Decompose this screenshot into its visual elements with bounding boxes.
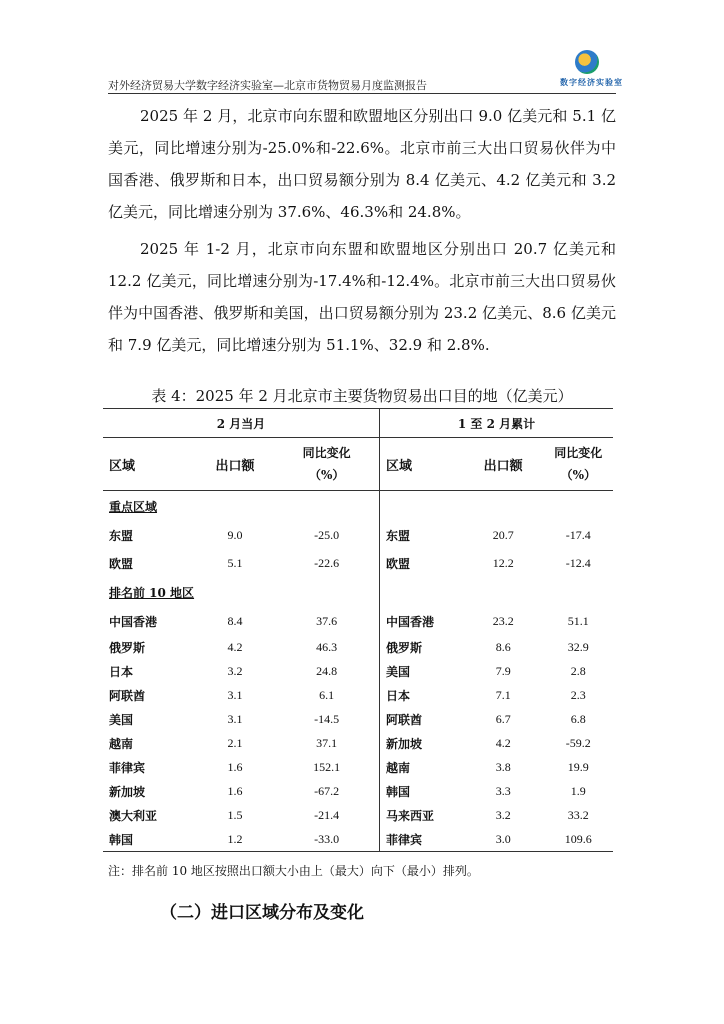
cell-yoy: -25.0 <box>314 527 340 542</box>
cell-yoy: 2.3 <box>570 687 586 702</box>
cell-export: 3.8 <box>495 759 511 774</box>
cell-export: 1.2 <box>196 827 275 852</box>
cell-yoy: -33.0 <box>274 827 379 852</box>
cell-region: 美国 <box>109 712 134 727</box>
cell-yoy: 152.1 <box>313 759 341 774</box>
table-note: 注：排名前 10 地区按照出口额大小由上（最大）向下（最小）排列。 <box>108 864 479 878</box>
col-yoy-right <box>544 438 613 491</box>
cell-region: 中国香港 <box>380 607 463 635</box>
cell-yoy: -59.2 <box>565 735 591 750</box>
col-yoy-left-label: 同比变化 <box>302 446 351 460</box>
section-key-regions: 重点区域 <box>109 499 158 514</box>
cell-export: 3.1 <box>227 711 243 726</box>
table-row <box>103 779 613 803</box>
cell-yoy: 6.1 <box>319 687 335 702</box>
cell-export: 4.2 <box>227 639 243 654</box>
cell-export: 4.2 <box>495 735 511 750</box>
table-row <box>103 683 613 707</box>
cell-yoy: -12.4 <box>565 555 591 570</box>
cell-yoy: 37.6 <box>316 613 338 628</box>
cell-yoy: 19.9 <box>567 759 589 774</box>
cell-region: 中国香港 <box>109 614 158 629</box>
cell-region: 韩国 <box>103 827 196 852</box>
cell-export: 8.6 <box>495 639 511 654</box>
section-row-key <box>103 491 613 522</box>
col-region-right: 区域 <box>380 438 463 491</box>
cell-region: 菲律宾 <box>380 827 463 852</box>
cell-yoy: 1.9 <box>570 783 586 798</box>
table-row <box>103 731 613 755</box>
paragraph-jan-feb: 2025 年 1-2 月，北京市向东盟和欧盟地区分别出口 20.7 亿美元和 12.2 亿美元，同比增速分别为-17.4%和-12.4%。北京市前三大出口贸易伙伴为中国香港、俄罗斯和美国，出口贸易额分别为 23.2 亿美元、8.6 亿美元和 7.9 亿美元，同比增速分别为 51.1%、32.9 和 2.8%. <box>108 240 616 354</box>
table-row <box>103 827 613 852</box>
cell-region: 新加坡 <box>109 784 146 799</box>
export-destination-table <box>103 408 613 852</box>
col-export-right: 出口额 <box>463 438 544 491</box>
cell-region: 阿联酋 <box>109 688 146 703</box>
cell-region: 菲律宾 <box>109 760 146 775</box>
cell-region: 澳大利亚 <box>109 808 158 823</box>
logo-text: 数字经济实验室 <box>560 78 623 87</box>
header-rule <box>108 93 616 94</box>
cell-yoy: 33.2 <box>567 807 589 822</box>
cell-yoy: -17.4 <box>565 527 591 542</box>
table-row <box>103 549 613 577</box>
cell-export: 23.2 <box>492 613 514 628</box>
cell-yoy: 2.8 <box>570 663 586 678</box>
table-caption: 表 4：2025 年 2 月北京市主要货物贸易出口目的地（亿美元） <box>151 387 573 405</box>
cell-yoy: 37.1 <box>316 735 338 750</box>
cell-region: 欧盟 <box>109 556 134 571</box>
cell-yoy: 51.1 <box>567 613 589 628</box>
cell-region: 阿联酋 <box>380 707 463 731</box>
table-row <box>103 607 613 635</box>
cell-region: 俄罗斯 <box>109 640 146 655</box>
col-yoy-right-label: 同比变化 <box>554 446 603 460</box>
cell-region: 越南 <box>380 755 463 779</box>
group-cumulative: 1 至 2 月累计 <box>380 409 614 438</box>
cell-export: 3.3 <box>495 783 511 798</box>
cell-export: 7.9 <box>495 663 511 678</box>
globe-logo-icon <box>575 50 599 74</box>
cell-yoy: -22.6 <box>314 555 340 570</box>
cell-export: 1.6 <box>227 783 243 798</box>
cell-region: 越南 <box>109 736 134 751</box>
col-yoy-right-unit: （%） <box>560 468 596 482</box>
table-row <box>103 755 613 779</box>
cell-region: 俄罗斯 <box>380 635 463 659</box>
cell-region: 东盟 <box>380 521 463 549</box>
paragraph-february: 2025 年 2 月，北京市向东盟和欧盟地区分别出口 9.0 亿美元和 5.1 亿美元，同比增速分别为-25.0%和-22.6%。北京市前三大出口贸易伙伴为中国香港、俄罗斯和日本，出口贸易额分别为 8.4 亿美元、4.2 亿美元和 3.2 亿美元，同比增速分别为 37.6%、46.3%和 24.8%。 <box>108 107 616 221</box>
cell-export: 9.0 <box>227 527 243 542</box>
cell-region: 美国 <box>380 659 463 683</box>
cell-export: 1.6 <box>227 759 243 774</box>
cell-yoy: 32.9 <box>567 639 589 654</box>
table-row <box>103 803 613 827</box>
cell-export: 7.1 <box>495 687 511 702</box>
group-february: 2 月当月 <box>103 409 380 438</box>
page-header <box>108 74 623 94</box>
table-row <box>103 659 613 683</box>
cell-export: 3.2 <box>495 807 511 822</box>
cell-export: 3.2 <box>227 663 243 678</box>
header-title: 对外经济贸易大学数字经济实验室—北京市货物贸易月度监测报告 <box>108 79 427 92</box>
cell-export: 8.4 <box>227 613 243 628</box>
section-row-top10 <box>103 577 613 607</box>
table-column-header <box>103 438 613 491</box>
cell-yoy: 24.8 <box>316 663 338 678</box>
cell-yoy: 46.3 <box>316 639 338 654</box>
cell-region: 新加坡 <box>380 731 463 755</box>
cell-export: 3.1 <box>227 687 243 702</box>
cell-export: 6.7 <box>495 711 511 726</box>
cell-region: 日本 <box>109 664 134 679</box>
col-yoy-left-unit: （%） <box>308 468 345 482</box>
cell-yoy: -21.4 <box>314 807 340 822</box>
cell-region: 韩国 <box>380 779 463 803</box>
cell-yoy: -67.2 <box>314 783 340 798</box>
section-heading-import: （二）进口区域分布及变化 <box>160 903 364 923</box>
cell-export: 12.2 <box>492 555 514 570</box>
cell-export: 3.0 <box>463 827 544 852</box>
cell-export: 5.1 <box>227 555 243 570</box>
table-row <box>103 635 613 659</box>
cell-yoy: 6.8 <box>570 711 586 726</box>
cell-region: 欧盟 <box>380 549 463 577</box>
table-row <box>103 707 613 731</box>
section-top10: 排名前 10 地区 <box>109 585 195 600</box>
cell-export: 20.7 <box>492 527 514 542</box>
cell-region: 日本 <box>380 683 463 707</box>
cell-export: 1.5 <box>227 807 243 822</box>
table-row <box>103 521 613 549</box>
cell-yoy: -14.5 <box>314 711 340 726</box>
cell-export: 2.1 <box>227 735 243 750</box>
col-export-left: 出口额 <box>196 438 275 491</box>
col-yoy-left <box>274 438 379 491</box>
cell-region: 马来西亚 <box>380 803 463 827</box>
col-region-left: 区域 <box>103 438 196 491</box>
cell-region: 东盟 <box>109 528 134 543</box>
lab-logo <box>560 50 623 90</box>
cell-yoy: 109.6 <box>544 827 613 852</box>
table-group-header <box>103 409 613 438</box>
